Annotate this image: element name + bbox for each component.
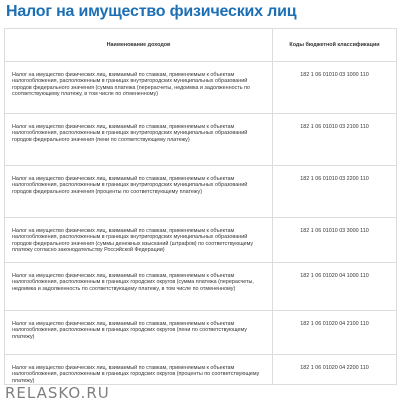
- budget-code: 182 1 06 01020 04 1000 110: [273, 263, 397, 311]
- income-description: Налог на имущество физических лиц, взимаемый по ставкам, применяемым к объектам налогообложения, расположенным в границах внутригородских муниципальных образований городов федерального значения (пени по соответствующему платежу): [5, 114, 273, 166]
- page-title: Налог на имущество физических лиц: [6, 3, 297, 20]
- table-row: [5, 166, 397, 218]
- table-row: [5, 311, 397, 355]
- budget-code: 182 1 06 01020 04 2200 110: [273, 355, 397, 385]
- budget-code: 182 1 06 01010 03 2100 110: [273, 114, 397, 166]
- income-description: Налог на имущество физических лиц, взимаемый по ставкам, применяемым к объектам налогообложения, расположенным в границах городских округов (сумма платежа (перерасчеты, недоимка и задолженность по соответствующему платежу, в том числе по отмененному): [5, 263, 273, 311]
- income-description: Налог на имущество физических лиц, взимаемый по ставкам, применяемым к объектам налогообложения, расположенным в границах внутригородских муниципальных образований городов федерального значения (проценты по соответствующему платежу): [5, 166, 273, 218]
- column-header-income-name: Наименование доходов: [5, 29, 273, 62]
- budget-code: 182 1 06 01010 03 1000 110: [273, 62, 397, 114]
- table-row: [5, 263, 397, 311]
- table-row: [5, 62, 397, 114]
- site-watermark: RELASKO.RU: [5, 384, 110, 402]
- table-header-row: [5, 29, 397, 62]
- income-codes-table: [4, 28, 397, 385]
- table-row: [5, 355, 397, 385]
- income-description: Налог на имущество физических лиц, взимаемый по ставкам, применяемым к объектам налогообложения, расположенным в границах городских округов (проценты по соответствующему платежу): [5, 355, 273, 385]
- income-description: Налог на имущество физических лиц, взимаемый по ставкам, применяемым к объектам налогообложения, расположенным в границах внутригородских муниципальных образований городов федерального значения (суммы денежных взысканий (штрафов) по соответствующему платежу согласно законодательству Российской Федерации): [5, 218, 273, 263]
- budget-code: 182 1 06 01010 03 2200 110: [273, 166, 397, 218]
- table-row: [5, 218, 397, 263]
- column-header-budget-code: Коды бюджетной классификации: [273, 29, 397, 62]
- budget-code: 182 1 06 01010 03 3000 110: [273, 218, 397, 263]
- income-description: Налог на имущество физических лиц, взимаемый по ставкам, применяемым к объектам налогообложения, расположенным в границах городских округов (пени по соответствующему платежу): [5, 311, 273, 355]
- income-description: Налог на имущество физических лиц, взимаемый по ставкам, применяемым к объектам налогообложения, расположенным в границах внутригородских муниципальных образований городов федерального значения (сумма платежа (перерасчеты, недоимка и задолженность по соответствующему платежу, в том числе по отмененному): [5, 62, 273, 114]
- budget-code: 182 1 06 01020 04 2100 110: [273, 311, 397, 355]
- table-row: [5, 114, 397, 166]
